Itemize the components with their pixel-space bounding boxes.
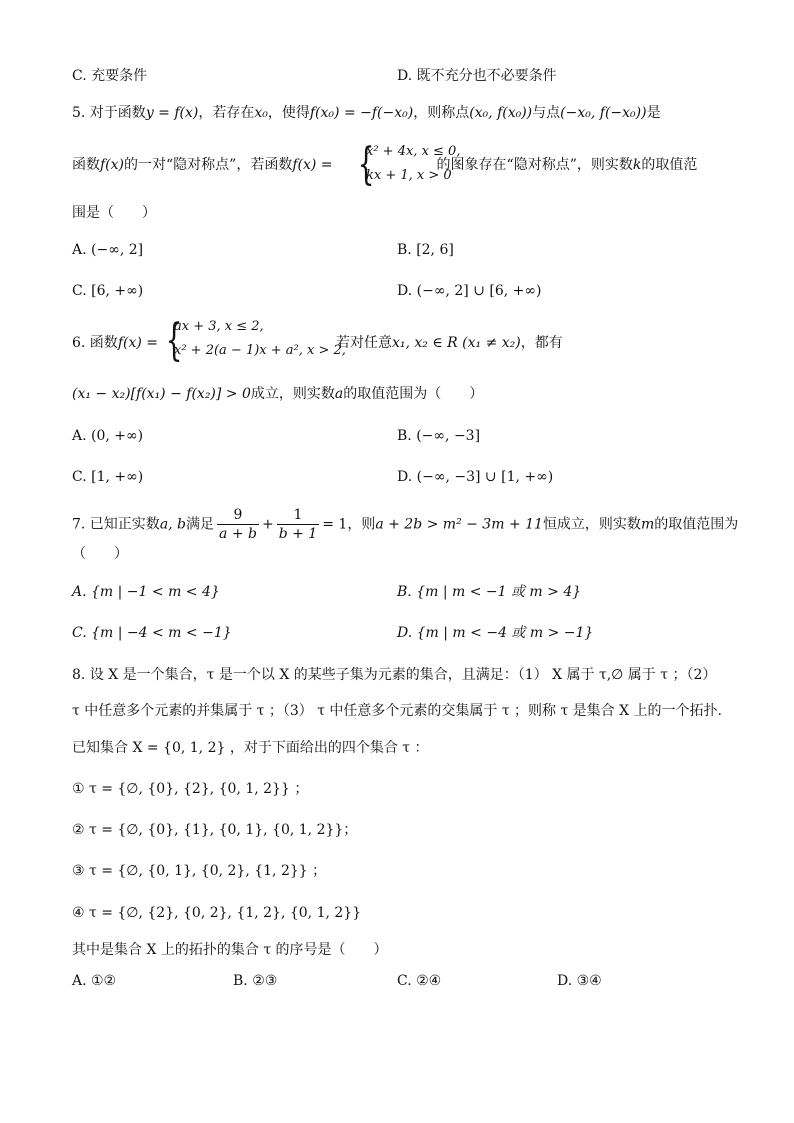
q6-case-2: x² + 2(a − 1)x + a², x > 2, xyxy=(174,343,346,358)
q5-option-a: A. (−∞, 2] xyxy=(72,242,144,258)
q5-line-3: 围是（ ） xyxy=(72,205,156,221)
q7-fraction-1-numerator: 9 xyxy=(217,506,259,525)
q5-text: ，使得 xyxy=(267,105,310,121)
q6-fx-eq: f(x) = xyxy=(117,335,158,351)
q8-item-2: ② τ = {∅, {0}, {1}, {0, 1}, {0, 1, 2}}； xyxy=(72,822,358,838)
q8-item-4: ④ τ = {∅, {2}, {0, 2}, {1, 2}, {0, 1, 2}} xyxy=(72,905,362,921)
q8-question: 其中是集合 X 上的拓扑的集合 τ 的序号是（ ） xyxy=(72,942,388,958)
q5-fx-eq: f(x) = xyxy=(292,157,333,173)
q7-inequality: a + 2b > m² − 3m + 11 xyxy=(375,516,543,533)
q8-option-b: B. ②③ xyxy=(233,973,278,989)
q5-text: 的取值范 xyxy=(641,157,698,173)
q5-text: 是 xyxy=(646,105,661,121)
q5-prefix: 5. 对于函数 xyxy=(72,105,146,121)
q6-option-b: B. (−∞, −3] xyxy=(397,428,481,444)
q6-brace: { xyxy=(165,315,183,366)
q5-text: 与点 xyxy=(532,105,561,121)
q6-option-c: C. [1, +∞) xyxy=(72,469,144,485)
q7-option-d: D. {m | m < −4 或 m > −1} xyxy=(397,625,594,641)
q5-text: ，若存在 xyxy=(198,105,255,121)
q5-text: ，则称点 xyxy=(413,105,470,121)
q7-ab: a, b xyxy=(159,516,187,533)
q5-case-1: x² + 4x, x ≤ 0, xyxy=(366,144,461,159)
q5-fx: f(x) xyxy=(100,157,125,173)
q6-prefix: 6. 函数 xyxy=(72,335,118,351)
q6-inequality: (x₁ − x₂)[f(x₁) − f(x₂)] > 0 xyxy=(72,386,251,402)
q5-text: 的图象存在“隐对称点”，则实数 xyxy=(436,157,633,173)
q7-option-c: C. {m | −4 < m < −1} xyxy=(72,625,232,641)
q8-line-1: 8. 设 X 是一个集合，τ 是一个以 X 的某些子集为元素的集合，且满足：（1） X 属于 τ,∅ 属于 τ ；（2） xyxy=(72,667,717,683)
q5-point-1: (x₀, f(x₀)) xyxy=(469,105,533,121)
q5-option-c: C. [6, +∞) xyxy=(72,283,144,299)
q6-text: ，都有 xyxy=(520,335,563,351)
q7-text: 满足 xyxy=(186,516,215,533)
q8-line-2: τ 中任意多个元素的并集属于 τ ；（3） τ 中任意多个元素的交集属于 τ ；则称 τ 是集合 X 上的一个拓扑. xyxy=(72,703,722,719)
q4-option-c: C. 充要条件 xyxy=(72,68,148,84)
q5-function: y = f(x) xyxy=(145,105,199,121)
q6-text: 的取值范围为（ ） xyxy=(343,386,484,402)
q5-text: 的一对“隐对称点”，若函数 xyxy=(124,157,293,173)
q5-line-1 xyxy=(72,103,661,123)
q7-line-2: （ ） xyxy=(72,546,128,562)
q7-fraction-1-denominator: a + b xyxy=(219,526,257,542)
q7-plus: + xyxy=(261,516,274,533)
q7-text: ，则 xyxy=(347,516,376,533)
q7-m: m xyxy=(640,516,655,533)
q7-text: 的取值范围为 xyxy=(654,516,739,533)
q5-x0: x₀ xyxy=(254,105,268,121)
q7-fraction-1 xyxy=(217,506,259,543)
q7-fraction-2-numerator: 1 xyxy=(277,506,320,525)
q5-condition: f(x₀) = −f(−x₀) xyxy=(309,105,414,121)
q5-brace: { xyxy=(357,139,375,190)
q8-item-1: ① τ = {∅, {0}, {2}, {0, 1, 2}} ； xyxy=(72,781,309,797)
q7-prefix: 7. 已知正实数 xyxy=(72,516,160,533)
q7-option-b: B. {m | m < −1 或 m > 4} xyxy=(397,584,582,600)
q5-k: k xyxy=(632,157,642,173)
q6-vars: x₁, x₂ ∈ R (x₁ ≠ x₂) xyxy=(392,335,521,351)
q5-option-d: D. (−∞, 2] ∪ [6, +∞) xyxy=(397,283,542,299)
q5-case-2: kx + 1, x > 0 xyxy=(366,168,452,183)
q8-item-3: ③ τ = {∅, {0, 1}, {0, 2}, {1, 2}} ； xyxy=(72,863,327,879)
q6-text: 成立，则实数 xyxy=(250,386,335,402)
q7-option-a: A. {m | −1 < m < 4} xyxy=(72,584,220,600)
q6-text: 若对任意 xyxy=(336,335,392,351)
q7-fraction-2 xyxy=(277,506,320,543)
q6-line-2 xyxy=(72,384,483,404)
q8-option-c: C. ②④ xyxy=(397,973,442,989)
q6-case-1: ax + 3, x ≤ 2, xyxy=(174,319,264,334)
q4-option-d: D. 既不充分也不必要条件 xyxy=(397,68,557,84)
q6-option-a: A. (0, +∞) xyxy=(72,428,144,444)
q5-text: 函数 xyxy=(72,157,100,173)
q8-line-3: 已知集合 X = {0, 1, 2} ，对于下面给出的四个集合 τ ： xyxy=(72,740,429,756)
q8-option-a: A. ①② xyxy=(72,973,117,989)
q5-option-b: B. [2, 6] xyxy=(397,242,454,258)
q6-a: a xyxy=(334,386,344,402)
q7-text: 恒成立，则实数 xyxy=(542,516,641,533)
q6-option-d: D. (−∞, −3] ∪ [1, +∞) xyxy=(397,469,554,485)
q7-equals: = 1 xyxy=(322,516,348,533)
q7-line-1 xyxy=(72,506,738,543)
q8-option-d: D. ③④ xyxy=(557,973,602,989)
q5-point-2: (−x₀, f(−x₀)) xyxy=(560,105,647,121)
q7-fraction-2-denominator: b + 1 xyxy=(278,526,318,542)
